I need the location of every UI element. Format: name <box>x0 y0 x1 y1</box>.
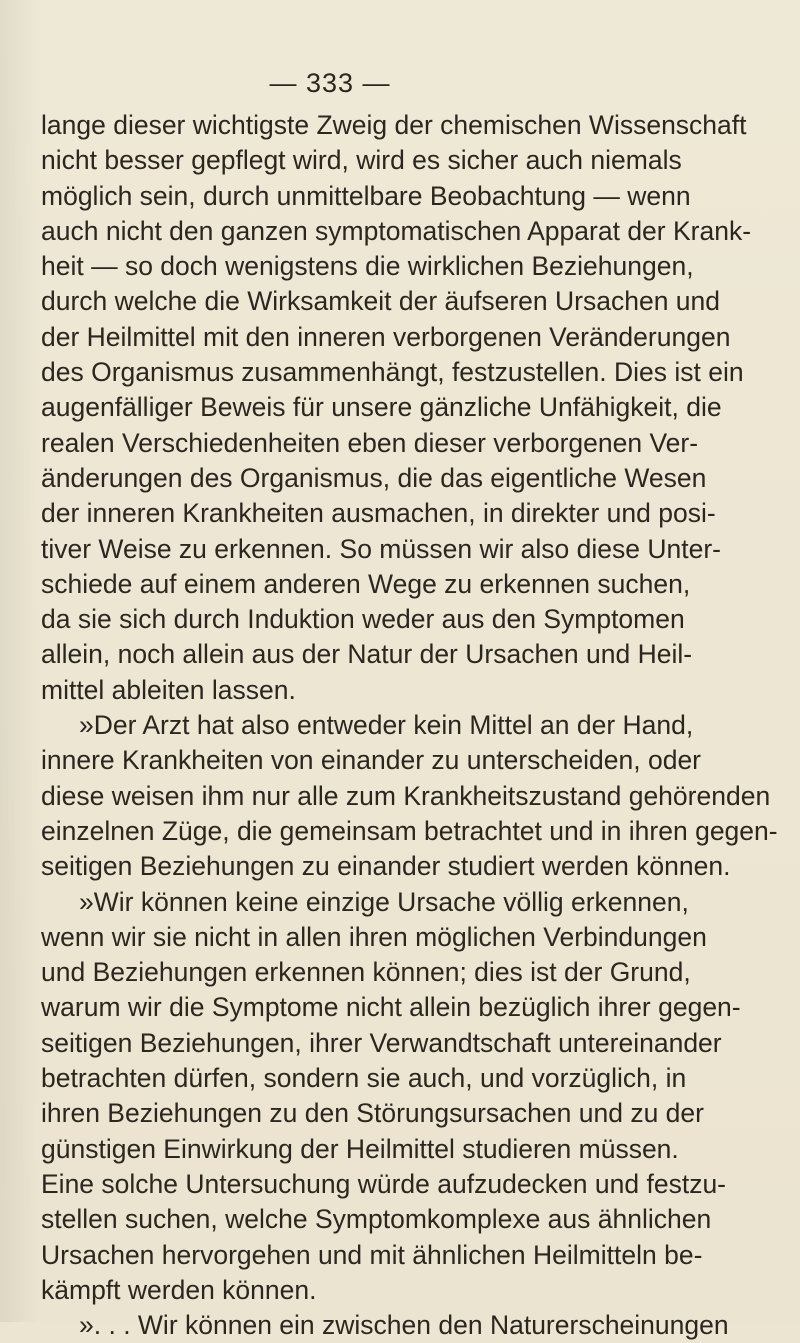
text-line: innere Krankheiten von einander zu unterscheiden, oder <box>41 745 702 776</box>
text-line: möglich sein, durch unmittelbare Beobachtung — wenn <box>41 180 691 211</box>
text-line: wenn wir sie nicht in allen ihren möglichen Verbindungen <box>41 921 707 952</box>
text-line: ». . . Wir können ein zwischen den Naturerscheinungen <box>79 1310 729 1341</box>
text-line: augenfälliger Beweis für unsere gänzliche Unfähigkeit, die <box>41 392 722 423</box>
text-line: einzelnen Züge, die gemeinsam betrachtet und in ihren gegen- <box>41 815 778 846</box>
text-line: seitigen Beziehungen, ihrer Verwandtschaft untereinander <box>41 1027 722 1058</box>
text-line: des Organismus zusammenhängt, festzustellen. Dies ist ein <box>41 357 744 388</box>
body-text <box>41 108 778 1343</box>
text-line: allein, noch allein aus der Natur der Ursachen und Heil- <box>41 639 693 670</box>
text-line: nicht besser gepflegt wird, wird es sicher auch niemals <box>41 145 682 176</box>
text-line: ihren Beziehungen zu den Störungsursachen und zu der <box>41 1098 704 1129</box>
text-line: tiver Weise zu erkennen. So müssen wir also diese Unter- <box>41 533 721 564</box>
text-line: und Beziehungen erkennen können; dies ist der Grund, <box>41 957 691 988</box>
text-line: Ursachen hervorgehen und mit ähnlichen Heilmitteln be- <box>41 1239 703 1270</box>
text-line: heit — so doch wenigstens die wirklichen Beziehungen, <box>41 251 694 282</box>
text-line: lange dieser wichtigste Zweig der chemischen Wissenschaft <box>41 110 747 140</box>
text-line: durch welche die Wirksamkeit der äufseren Ursachen und <box>41 286 721 317</box>
text-line: »Der Arzt hat also entweder kein Mittel an der Hand, <box>79 710 694 741</box>
text-line: diese weisen ihm nur alle zum Krankheitszustand gehörenden <box>41 780 771 811</box>
text-line: da sie sich durch Induktion weder aus den Symptomen <box>41 604 685 635</box>
text-line: günstigen Einwirkung der Heilmittel studieren müssen. <box>41 1133 679 1164</box>
text-line: betrachten dürfen, sondern sie auch, und vorzüglich, in <box>41 1063 687 1094</box>
text-line: kämpft werden können. <box>41 1274 317 1305</box>
text-line: änderungen des Organismus, die das eigentliche Wesen <box>41 462 707 493</box>
text-line: warum wir die Symptome nicht allein bezüglich ihrer gegen- <box>41 992 741 1023</box>
text-line: der Heilmittel mit den inneren verborgenen Veränderungen <box>41 321 731 352</box>
text-line: Eine solche Untersuchung würde aufzudecken und festzu- <box>41 1168 727 1199</box>
text-line: mittel ableiten lassen. <box>41 674 296 705</box>
text-line: stellen suchen, welche Symptomkomplexe aus ähnlichen <box>41 1204 712 1235</box>
page-number: — 333 — <box>269 68 391 98</box>
text-line: realen Verschiedenheiten eben dieser verborgenen Ver- <box>41 427 699 458</box>
text-line: »Wir können keine einzige Ursache völlig erkennen, <box>79 886 689 917</box>
text-line: schiede auf einem anderen Wege zu erkennen suchen, <box>41 568 691 599</box>
text-line: seitigen Beziehungen zu einander studiert werden können. <box>41 851 731 882</box>
text-line: auch nicht den ganzen symptomatischen Apparat der Krank- <box>41 215 752 246</box>
text-line: der inneren Krankheiten ausmachen, in direkter und posi- <box>41 498 716 529</box>
